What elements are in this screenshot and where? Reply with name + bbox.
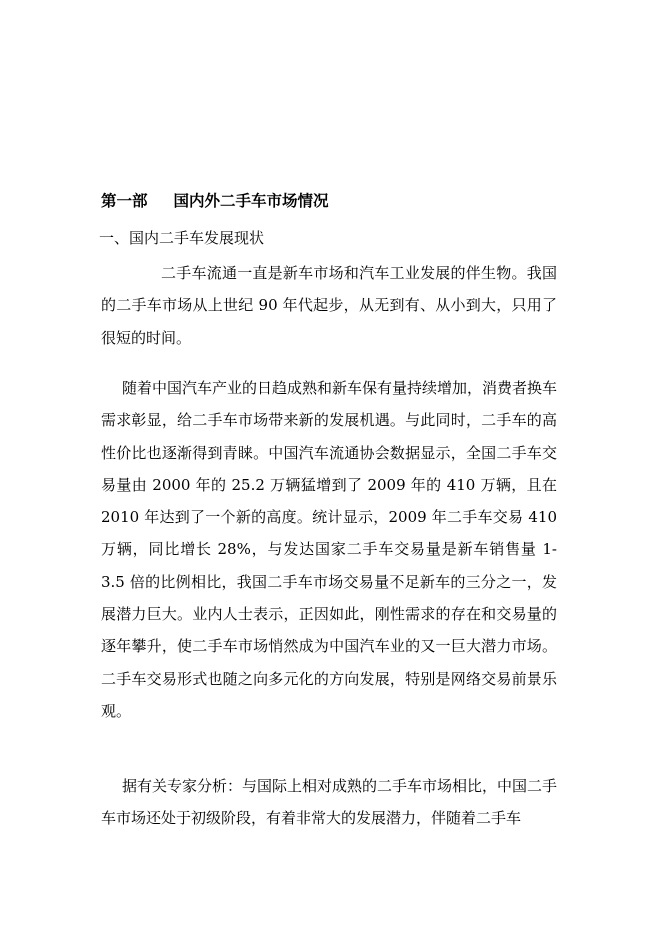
section-part-label: 第一部 <box>101 191 148 210</box>
paragraph-expert-analysis: 据有关专家分析：与国际上相对成熟的二手车市场相比，中国二手车市场还处于初级阶段，有着非常大的发展潜力，伴随着二手车 <box>101 777 558 828</box>
subsection-heading: 一、国内二手车发展现状 <box>99 229 265 247</box>
section-title: 国内外二手车市场情况 <box>173 191 329 210</box>
paragraph-market-growth: 随着中国汽车产业的日趋成熟和新车保有量持续增加，消费者换车需求彰显，给二手车市场带来新的发展机遇。与此同时，二手车的高性价比也逐渐得到青睐。中国汽车流通协会数据显示，全国二手车交易量由 2000 年的 25.2 万辆猛增到了 2009 年的 410 万辆，且在 2010 年达到了一个新的高度。统计显示，2009 年二手车交易 410 万辆，同比增长 28%，与发达国家二手车交易量是新车销售量 1-3.5 倍的比例相比，我国二手车市场交易量不足新车的三分之一，发展潜力巨大。业内人士表示，正因如此，刚性需求的存在和交易量的逐年攀升，使二手车市场悄然成为中国汽车业的又一巨大潜力市场。二手车交易形式也随之向多元化的方向发展，特别是网络交易前景乐观。 <box>101 379 558 720</box>
section-heading <box>101 190 329 212</box>
paragraph-intro: 二手车流通一直是新车市场和汽车工业发展的伴生物。我国的二手车市场从上世纪 90 年代起步，从无到有、从小到大，只用了很短的时间。 <box>101 264 557 347</box>
